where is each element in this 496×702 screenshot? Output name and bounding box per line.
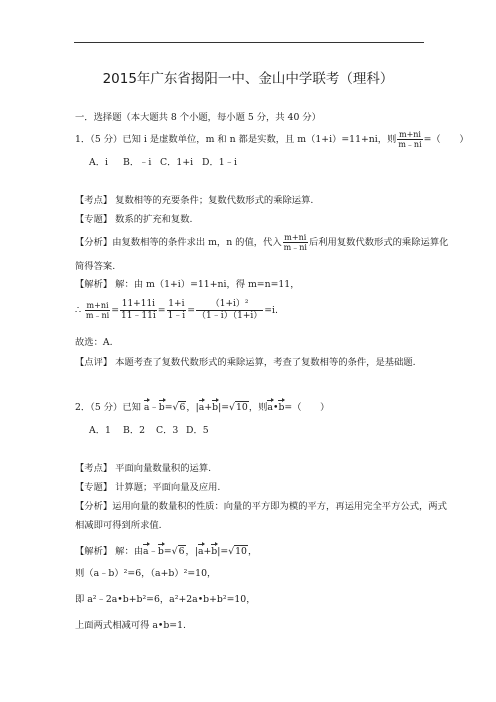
q1-option-a: A．i [89, 157, 108, 168]
q2-option-a: A．1 [89, 425, 111, 436]
q1-calc-frac2: $\frac{11+11i}{11﹣11i}$ [120, 299, 156, 321]
vector-a: a [197, 546, 204, 557]
q2-stem-text: 2．（5 分）已知 [75, 402, 141, 413]
sqrt-6: 6 [178, 546, 185, 557]
q2-step2: 即 a²﹣2a•b+b²=6，a²+2a•b+b²=10， [75, 594, 256, 605]
q1-option-c: C．1+i [160, 157, 194, 168]
sqrt-6: 6 [179, 402, 186, 413]
q1-fenxi [75, 233, 448, 252]
vector-b: b [278, 402, 285, 413]
vector-a: a [267, 402, 273, 413]
q1-calculation: ∴ $\frac{m+ni}{m﹣ni}$ = $\frac{11+11i}{11﹣11i}$ = $\frac{1+i}{1﹣i}$ = $\frac{\text{（1+i）²}}{(1﹣i)(1+i)}$ =i. [75, 299, 278, 321]
q2-jiexi: 【解析】 解：由a﹣b=√6，|a+b|=√10， [75, 546, 258, 557]
header-rule [74, 42, 424, 43]
q2-option-c: C．3 [156, 425, 179, 436]
q1-fraction: $\frac{m+ni}{m﹣ni}$ [398, 130, 422, 149]
q2-fenxi-cont: 相减即可得到所求值. [75, 520, 162, 531]
q2-step3: 上面两式相减可得 a•b=1. [75, 620, 186, 631]
section-heading: 一．选择题（本大题共 8 个小题，每小题 5 分，共 40 分） [75, 112, 321, 123]
vector-b: b [158, 402, 165, 413]
q2-kaodian: 【考点】 平面向量数量积的运算. [75, 463, 212, 474]
q1-answer: 故选：A. [75, 337, 113, 348]
q2-jiexi-text: 【解析】 解：由 [75, 546, 144, 557]
q1-dianping: 【点评】 本题考查了复数代数形式的乘除运算，考查了复数相等的条件，是基础题. [75, 357, 416, 368]
sqrt-10: 10 [235, 402, 248, 413]
document-title: 2015年广东省揭阳一中、金山中学联考（理科） [102, 71, 394, 87]
q1-zhuanti: 【专题】 数系的扩充和复数. [75, 214, 193, 225]
q1-calc-frac4: $\frac{\text{（1+i）²}}{(1﹣i)(1+i)}$ [196, 299, 263, 321]
q1-stem-text: 1．（5 分）已知 i 是虚数单位，m 和 n 都是实数，且 m（1+i）=11+ni，则 [75, 134, 397, 145]
q1-therefore: ∴ [75, 305, 81, 316]
q2-zhuanti: 【专题】 计算题；平面向量及应用. [75, 482, 221, 493]
q1-jiexi: 【解析】 解：由 m（1+i）=11+ni，得 m=n=11， [75, 279, 300, 290]
q1-fenxi-text: 【分析】由复数相等的条件求出 m，n 的值，代入 [75, 237, 282, 248]
q1-stem-end: =（ ） [423, 134, 469, 145]
q1-fenxi-text-2: 后利用复数代数形式的乘除运算化 [308, 237, 449, 248]
q1-fenxi-fraction: $\frac{m+ni}{m﹣ni}$ [283, 233, 307, 252]
q2-fenxi: 【分析】运用向量的数量积的性质：向量的平方即为模的平方，再运用完全平方公式，两式 [75, 501, 447, 512]
q1-option-b: B．﹣i [123, 157, 152, 168]
sqrt-10: 10 [235, 546, 247, 557]
vector-b: b [211, 546, 218, 557]
vector-a: a [198, 402, 205, 413]
q1-stem [75, 130, 469, 149]
q2-step1: 则（a﹣b）²=6，（a+b）²=10， [75, 568, 217, 579]
q1-calc-frac1: $\frac{m+ni}{m﹣ni}$ [85, 301, 110, 320]
q1-kaodian: 【考点】 复数相等的充要条件；复数代数形式的乘除运算. [75, 195, 314, 206]
vector-b: b [212, 402, 219, 413]
q1-option-d: D．1﹣i [202, 157, 237, 168]
vector-a: a [143, 402, 150, 413]
q2-stem: 2．（5 分）已知 a﹣b=√6，|a+b|=√10，则a•b=（ ） [75, 402, 330, 413]
q1-calc-frac3: $\frac{1+i}{1﹣i}$ [167, 299, 186, 321]
vector-a: a [143, 546, 149, 557]
q1-calc-result: =i. [264, 305, 278, 316]
q2-option-d: D．5 [186, 425, 209, 436]
q2-option-b: B．2 [123, 425, 146, 436]
vector-b: b [157, 546, 164, 557]
q1-fenxi-cont: 简得答案. [75, 261, 116, 272]
